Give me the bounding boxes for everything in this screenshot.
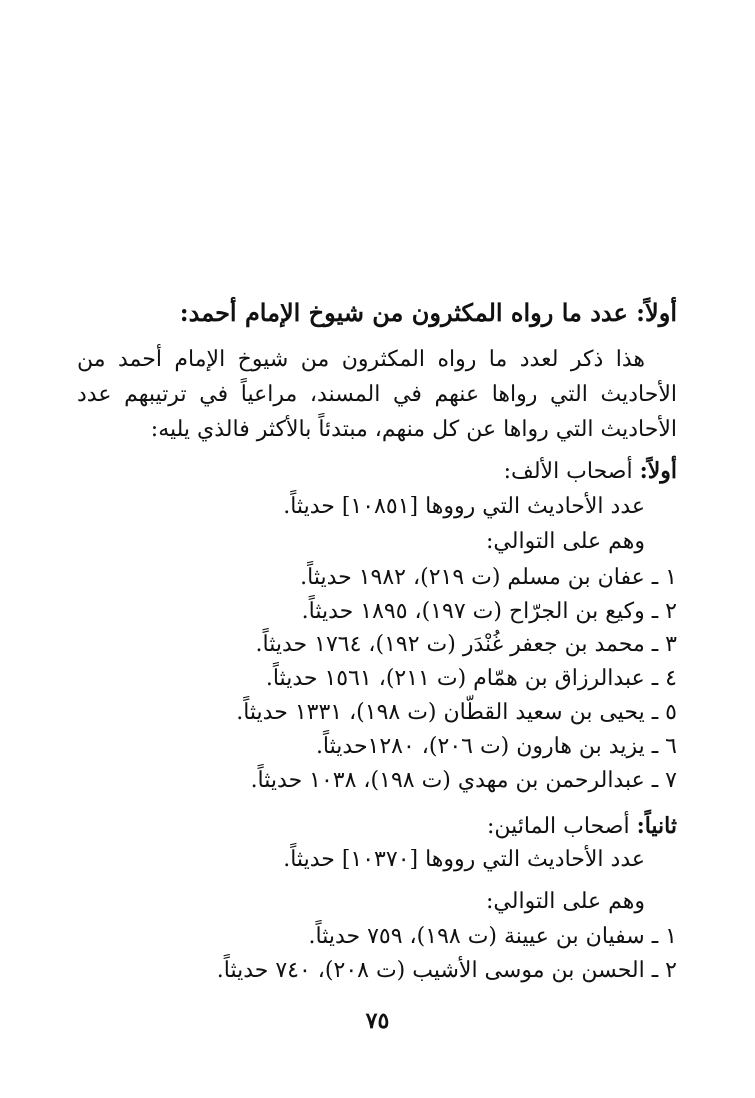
list-item: ٦ ـ يزيد بن هارون (ت ٢٠٦)، ١٢٨٠حديثاً. [315, 734, 677, 759]
section-heading: أولاً: عدد ما رواه المكثرون من شيوخ الإمام أحمد: [179, 298, 677, 327]
section2-count-line: عدد الأحاديث التي رووها [١٠٣٧٠] حديثاً. [283, 847, 645, 872]
list-item: ٥ ـ يحيى بن سعيد القطّان (ت ١٩٨)، ١٣٣١ حديثاً. [236, 700, 677, 725]
section1-title-prefix: أولاً: [639, 458, 677, 484]
section1-sequence-label: وهم على التوالي: [486, 529, 645, 554]
list-item: ٣ ـ محمد بن جعفر غُنْدَر (ت ١٩٢)، ١٧٦٤ حديثاً. [255, 632, 677, 657]
section2-title [487, 811, 677, 842]
page-number: ٧٥ [365, 1008, 390, 1034]
section1-title-text: أصحاب الألف: [503, 459, 633, 484]
section2-title-text: أصحاب المائين: [487, 814, 630, 839]
list-item: ٧ ـ عبدالرحمن بن مهدي (ت ١٩٨)، ١٠٣٨ حديثاً. [250, 768, 677, 793]
list-item: ٤ ـ عبدالرزاق بن همّام (ت ٢١١)، ١٥٦١ حديثاً. [265, 666, 677, 691]
intro-paragraph [77, 342, 677, 447]
list-item: ١ ـ سفيان بن عيينة (ت ١٩٨)، ٧٥٩ حديثاً. [308, 924, 677, 949]
section2-sequence-label: وهم على التوالي: [486, 889, 645, 914]
list-item: ٢ ـ وكيع بن الجرّاح (ت ١٩٧)، ١٨٩٥ حديثاً. [301, 599, 677, 624]
section1-title [504, 456, 677, 487]
list-item: ١ ـ عفان بن مسلم (ت ٢١٩)، ١٩٨٢ حديثاً. [300, 565, 677, 590]
section1-count-line: عدد الأحاديث التي رووها [١٠٨٥١] حديثاً. [283, 494, 645, 519]
intro-text: هذا ذكر لعدد ما رواه المكثرون من شيوخ الإمام أحمد من الأحاديث التي رواها عنهم في المسند، مراعياً في ترتيبهم عدد الأحاديث التي رواها عن كل منهم، مبتدئاً بالأكثر فالذي يليه: [77, 347, 677, 442]
list-item: ٢ ـ الحسن بن موسى الأشيب (ت ٢٠٨)، ٧٤٠ حديثاً. [216, 958, 677, 983]
section2-title-prefix: ثانياً: [636, 813, 677, 839]
